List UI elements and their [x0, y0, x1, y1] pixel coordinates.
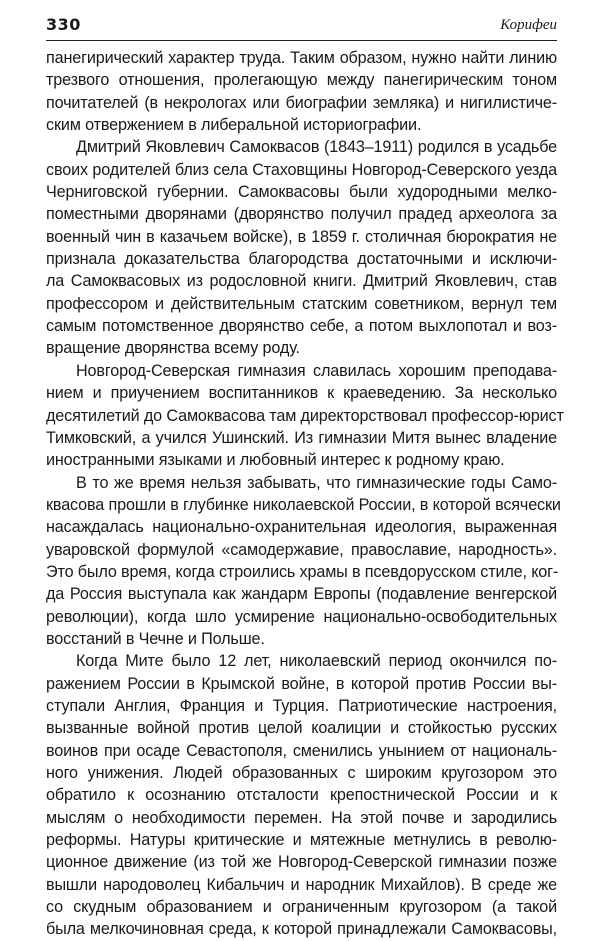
text-line: уваровской формулой «самодержавие, православие, народность».: [46, 540, 557, 559]
text-line: мыслям о необходимости перемен. На этой почве и зародились: [46, 808, 557, 827]
text-line: Дмитрий Яковлевич Самоквасов (1843–1911) родился в усадьбе: [76, 138, 557, 157]
text-line: ражением России в Крымской войне, в которой против России вы-: [46, 674, 557, 693]
text-line: самым потомственное дворянство себе, а потом выхлопотал и воз-: [46, 317, 557, 336]
text-line: Когда Мите было 12 лет, николаевский период окончился по-: [76, 652, 557, 671]
running-header: [46, 0, 557, 41]
text-line: своих родителей близ села Стаховщины Новгород-Северского уезда: [46, 160, 557, 179]
text-line: вызванные войной против целой коалиции и стойкостью русских: [46, 719, 557, 738]
section-title: Корифеи: [500, 17, 557, 33]
paragraph: [46, 472, 561, 651]
text-line: восстаний в Чечне и Польше.: [46, 629, 265, 648]
text-line: ступали Англия, Франция и Турция. Патриотические настроения,: [46, 696, 557, 715]
text-line: квасова прошли в глубинке николаевской России, в которой всячески: [46, 495, 561, 514]
book-page: [46, 0, 564, 941]
text-line: да Россия выступала как жандарм Европы (подавление венгерской: [46, 585, 557, 604]
text-line: была мелкочиновная среда, к которой принадлежали Самоквасовы,: [46, 920, 557, 939]
text-line: почитателей (в некрологах или биографии земляка) и нигилистиче-: [46, 93, 557, 112]
text-line: ционное движение (из той же Новгород-Северской гимназии позже: [46, 853, 557, 872]
body-text: [46, 47, 564, 941]
text-line: десятилетий до Самоквасова там директорствовал профессор-юрист: [46, 406, 564, 425]
text-line: вышли народоволец Кибальчич и народник Михайлов). В среде же: [46, 875, 557, 894]
text-line: признала доказательства благородства достаточными и исключи-: [46, 250, 557, 269]
text-line: со скудным образованием и ограниченным кругозором (а такой: [46, 898, 557, 917]
text-line: В то же время нельзя забывать, что гимназические годы Само-: [76, 473, 557, 492]
paragraph: [46, 360, 564, 472]
text-line: панегирический характер труда. Таким образом, нужно найти линию: [46, 49, 557, 67]
text-line: ла Самоквасовых из родословной книги. Дмитрий Яковлевич, став: [46, 272, 557, 291]
text-line: военный чин в казачьем войске), в 1859 г. столичная бюрократия не: [46, 227, 557, 246]
text-line: насаждалась национально-охранительная идеология, выраженная: [46, 518, 557, 537]
text-line: обратило к осознанию отсталости крепостнической России и к: [46, 786, 557, 805]
text-line: революции), когда шло усмирение национально-освободительных: [46, 607, 557, 626]
text-line: ного унижения. Людей образованных с широким кругозором это: [46, 764, 557, 782]
text-line: вращение дворянства всему роду.: [46, 339, 300, 358]
text-line: профессором и действительным статским советником, вернул тем: [46, 294, 557, 313]
text-line: Черниговской губернии. Самоквасовы были худородными мелко-: [46, 183, 557, 202]
text-line: поместными дворянами (дворянство получил прадед археолога за: [46, 205, 557, 224]
page-number: 330: [46, 15, 81, 34]
text-line: воинов при осаде Севастополя, сменились унынием от националь-: [46, 741, 557, 760]
text-line: ским отвержением в либеральной историографии.: [46, 116, 422, 135]
text-line: Это было время, когда строились храмы в псевдорусском стиле, ког-: [46, 562, 559, 581]
text-line: реформы. Натуры критические и мятежные метнулись в револю-: [46, 831, 557, 850]
text-line: Новгород-Северская гимназия славилась хорошим преподава-: [76, 361, 557, 380]
text-line: Тимковский, а учился Ушинский. Из гимназии Митя вынес владение: [46, 428, 557, 447]
paragraph: [46, 136, 557, 359]
paragraph: [46, 650, 557, 940]
text-line: трезвого отношения, пролегающую между панегирическим тоном: [46, 71, 557, 90]
text-line: нием и приучением воспитанников к краеведению. За несколько: [46, 384, 557, 403]
text-line: иностранными языками и любовный интерес к родному краю.: [46, 451, 505, 470]
paragraph: [46, 47, 557, 136]
